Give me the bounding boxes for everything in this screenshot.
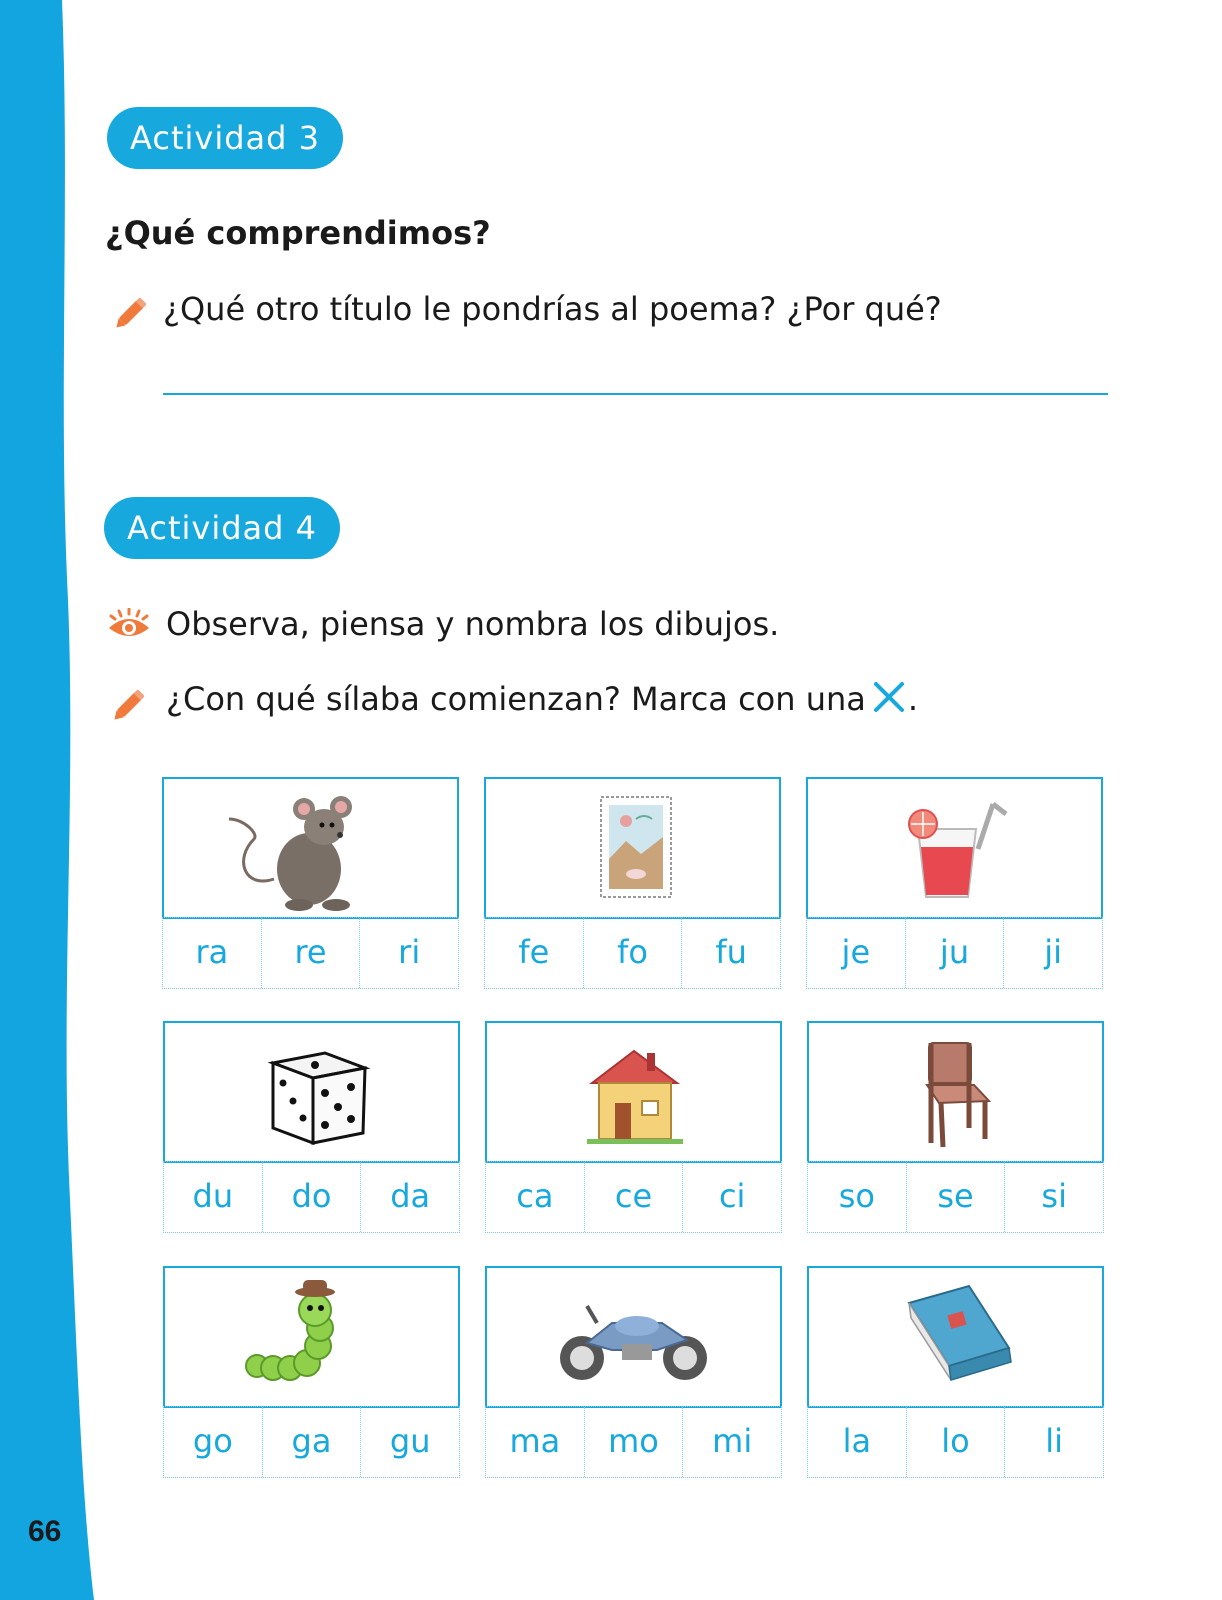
syllable-row [807,1161,1104,1233]
syllable-row [485,1406,782,1478]
syllable-option[interactable]: do [262,1162,361,1232]
syllable-row [485,1161,782,1233]
pencil-icon [108,682,152,726]
instruction-mark [166,680,918,718]
house-picture [487,1023,780,1161]
syllable-option[interactable]: ce [584,1162,683,1232]
syllable-option[interactable]: li [1004,1407,1103,1477]
question-text: ¿Qué otro título le pondrías al poema? ¿Por qué? [163,290,942,328]
syllable-option[interactable]: ri [359,918,458,988]
book-picture [809,1268,1102,1406]
die-picture [165,1023,458,1161]
syllable-option[interactable]: si [1004,1162,1103,1232]
instruction-observe: Observa, piensa y nombra los dibujos. [166,605,780,643]
card-worm [163,1266,460,1478]
answer-line[interactable] [163,393,1108,395]
syllable-row [807,1406,1104,1478]
syllable-option[interactable]: ci [682,1162,781,1232]
syllable-option[interactable]: je [841,933,871,971]
motorcycle-picture [487,1268,780,1406]
syllable-option[interactable]: mo [584,1407,683,1477]
card-mouse [162,777,459,989]
cross-icon [872,680,906,714]
card-book [807,1266,1104,1478]
syllable-option[interactable]: ga [262,1407,361,1477]
syllable-option[interactable]: lo [906,1407,1005,1477]
card-motorcycle [485,1266,782,1478]
worm-picture [165,1268,458,1406]
stamp-picture [486,779,779,917]
page-number: 66 [28,1515,62,1548]
syllable-option[interactable]: fe [518,933,550,971]
page-edge-decoration [0,0,110,1600]
instruction-mark-text: ¿Con qué sílaba comienzan? Marca con una [166,680,866,718]
syllable-option[interactable]: re [261,918,360,988]
syllable-row [806,917,1103,989]
syllable-option[interactable]: mi [682,1407,781,1477]
mouse-picture [164,779,457,917]
activity-3-badge: Actividad 3 [107,107,343,169]
syllable-option[interactable]: ji [1003,918,1102,988]
section-heading: ¿Qué comprendimos? [105,214,491,252]
syllable-row [484,917,781,989]
syllable-row [163,1161,460,1233]
juice-picture [808,779,1101,917]
syllable-option[interactable]: go [192,1422,233,1460]
instruction-mark-end: . [907,680,919,718]
syllable-option[interactable]: da [360,1162,459,1232]
syllable-row [162,917,459,989]
eye-icon [106,608,152,642]
syllable-option[interactable]: du [192,1177,234,1215]
syllable-option[interactable]: so [838,1177,875,1215]
pencil-icon [110,290,154,334]
syllable-option[interactable]: la [842,1422,872,1460]
syllable-row [163,1406,460,1478]
syllable-option[interactable]: se [906,1162,1005,1232]
card-die [163,1021,460,1233]
card-house [485,1021,782,1233]
card-stamp [484,777,781,989]
chair-picture [809,1023,1102,1161]
syllable-option[interactable]: ju [905,918,1004,988]
syllable-option[interactable]: fu [681,918,780,988]
syllable-option[interactable]: fo [583,918,682,988]
syllable-option[interactable]: ma [509,1422,561,1460]
activity-4-badge: Actividad 4 [104,497,340,559]
syllable-option[interactable]: gu [360,1407,459,1477]
card-juice [806,777,1103,989]
syllable-option[interactable]: ca [516,1177,554,1215]
card-chair [807,1021,1104,1233]
syllable-option[interactable]: ra [195,933,229,971]
